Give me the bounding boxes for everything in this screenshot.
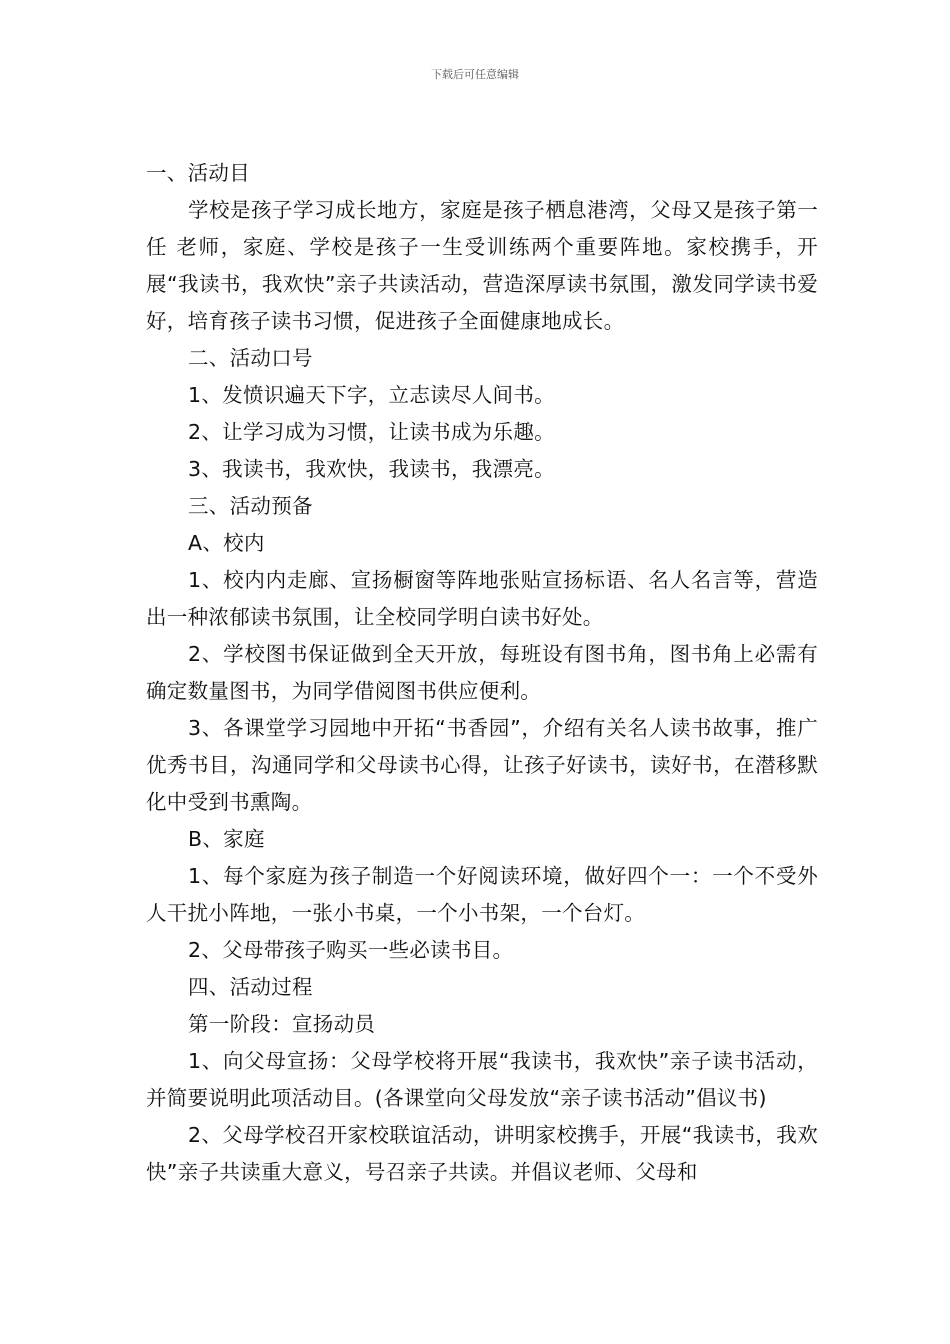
heading-slogans: 二、活动口号: [188, 346, 313, 370]
slogan-item-1: 1、发愤识遍天下字，立志读尽人间书。: [188, 383, 555, 407]
school-item-2: 2、学校图书保证做到全天开放，每班设有图书角，图书角上必需有确定数量图书，为同学借阅图书供应便利。: [146, 642, 818, 703]
document-body: [146, 155, 818, 1191]
heading-preparation: 三、活动预备: [188, 494, 313, 518]
subheading-family: B、家庭: [188, 827, 265, 851]
school-item-1: 1、校内内走廊、宣扬橱窗等阵地张贴宣扬标语、名人名言等，营造出一种浓郁读书氛围，让全校同学明白读书好处。: [146, 568, 818, 629]
subheading-stage-1: 第一阶段：宣扬动员: [188, 1012, 376, 1036]
header-note: 下载后可任意编辑: [431, 68, 519, 81]
family-item-2: 2、父母带孩子购买一些必读书目。: [188, 938, 514, 962]
heading-activity-purpose: 一、活动目: [146, 161, 250, 185]
family-item-1: 1、每个家庭为孩子制造一个好阅读环境，做好四个一：一个不受外人干扰小阵地，一张小书桌，一个小书架，一个台灯。: [146, 864, 818, 925]
subheading-school: A、校内: [188, 531, 265, 555]
slogan-item-3: 3、我读书，我欢快，我读书，我漂亮。: [188, 457, 555, 481]
slogan-item-2: 2、让学习成为习惯，让读书成为乐趣。: [188, 420, 555, 444]
school-item-3: 3、各课堂学习园地中开拓“书香园”，介绍有关名人读书故事，推广优秀书目，沟通同学和父母读书心得，让孩子好读书，读好书，在潜移默化中受到书熏陶。: [146, 716, 818, 814]
stage-1-item-2: 2、父母学校召开家校联谊活动，讲明家校携手，开展“我读书，我欢快”亲子共读重大意义，号召亲子共读。并倡议老师、父母和: [146, 1123, 818, 1184]
heading-process: 四、活动过程: [188, 975, 313, 999]
paragraph-purpose-text: 学校是孩子学习成长地方，家庭是孩子栖息港湾，父母又是孩子第一 任 老师，家庭、学校是孩子一生受训练两个重要阵地。家校携手，开展“我读书，我欢快”亲子共读活动，营造深厚读书氛围，激发同学读书爱好，培育孩子读书习惯，促进孩子全面健康地成长。: [146, 198, 818, 333]
stage-1-item-1: 1、向父母宣扬：父母学校将开展“我读书，我欢快”亲子读书活动，并简要说明此项活动目。(各课堂向父母发放“亲子读书活动”倡议书): [146, 1049, 818, 1110]
